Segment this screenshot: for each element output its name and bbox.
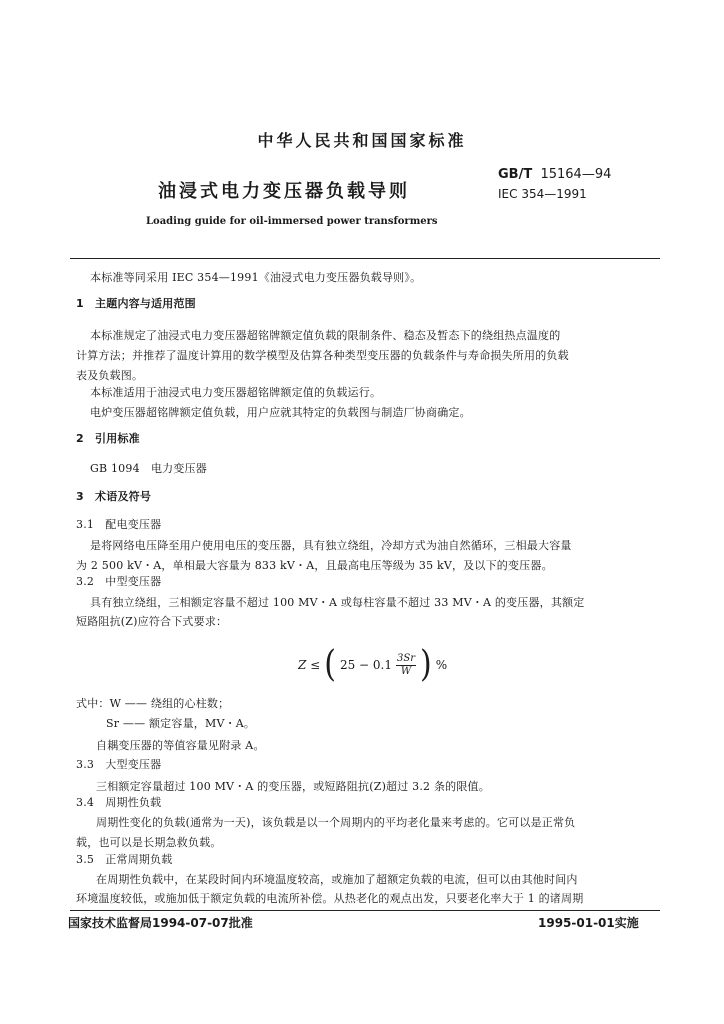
subsection-3-4-text: 周期性变化的负载(通常为一天)，该负载是以一个周期内的平均老化量来考虑的。它可以是正常负 <box>96 816 576 829</box>
section-1-paragraph-line: 表及负载图。 <box>76 369 144 382</box>
subsection-3-3-heading: 3.3 大型变压器 <box>76 758 162 771</box>
formula-denominator: W <box>400 665 412 677</box>
subsection-3-5-heading: 3.5 正常周期负载 <box>76 853 173 866</box>
header-divider <box>70 258 660 259</box>
subsection-3-2-heading: 3.2 中型变压器 <box>76 575 162 588</box>
subsection-3-5-text: 在周期性负载中，在某段时间内环境温度较高，或施加了超额定负载的电流，但可以由其他时间内 <box>96 873 578 886</box>
standard-code-number: 15164—94 <box>540 167 612 182</box>
national-standard-heading: 中华人民共和国国家标准 <box>257 131 467 150</box>
section-1-paragraph-line: 本标准规定了油浸式电力变压器超铭牌额定值负载的限制条件、稳态及暂态下的绕组热点温度的 <box>90 329 561 342</box>
subsection-3-1-heading: 3.1 配电变压器 <box>76 518 162 531</box>
subsection-3-1-text: 为 2 500 kV・A，单相最大容量为 833 kV・A，且最高电压等级为 35 kV，及以下的变压器。 <box>76 559 553 572</box>
standard-code <box>498 167 611 182</box>
document-title-zh: 油浸式电力变压器负载导则 <box>158 181 410 202</box>
subsection-3-4-text: 载，也可以是长期急救负载。 <box>76 836 222 849</box>
where-line: 自耦变压器的等值容量见附录 A。 <box>96 739 265 752</box>
approval-date: 国家技术监督局1994-07-07批准 <box>68 916 253 930</box>
where-line: Sr —— 额定容量，MV・A。 <box>106 717 256 730</box>
subsection-3-5-text: 环境温度较低，或施加低于额定负载的电流所补偿。从热老化的观点出发，只要老化率大于 1 的诸周期 <box>76 892 584 905</box>
intro-text: 本标准等同采用 IEC 354—1991《油浸式电力变压器负载导则》。 <box>90 271 422 284</box>
section-3-heading: 3 术语及符号 <box>76 490 152 503</box>
section-2-heading: 2 引用标准 <box>76 432 140 445</box>
formula-unit: % <box>435 658 448 672</box>
section-1-scope-text: 本标准适用于油浸式电力变压器超铭牌额定值的负载运行。 <box>90 386 382 399</box>
formula-left-paren: ( <box>324 643 336 686</box>
reference-item: GB 1094 电力变压器 <box>90 462 207 475</box>
standard-code-prefix: GB/T <box>498 167 533 182</box>
subsection-3-2-text: 具有独立绕组，三相额定容量不超过 100 MV・A 或每柱容量不超过 33 MV・A 的变压器，其额定 <box>90 596 585 609</box>
subsection-3-4-heading: 3.4 周期性负载 <box>76 796 162 809</box>
footer-divider <box>70 910 660 911</box>
implementation-date: 1995-01-01实施 <box>538 916 639 930</box>
document-title-en: Loading guide for oil-immersed power transformers <box>146 216 438 227</box>
iec-code: IEC 354—1991 <box>498 187 587 201</box>
formula-numerator: 3Sr <box>396 652 415 664</box>
section-1-note-text: 电炉变压器超铭牌额定值负载，用户应就其特定的负载图与制造厂协商确定。 <box>90 406 471 419</box>
subsection-3-3-text: 三相额定容量超过 100 MV・A 的变压器，或短路阻抗(Z)超过 3.2 条的限值。 <box>96 780 490 793</box>
subsection-3-1-text: 是将网络电压降至用户使用电压的变压器，具有独立绕组，冷却方式为油自然循环，三相最大容量 <box>90 539 572 552</box>
subsection-3-2-text: 短路阻抗(Z)应符合下式要求： <box>76 615 228 628</box>
formula-fraction <box>396 653 416 678</box>
section-1-heading: 1 主题内容与适用范围 <box>76 297 196 310</box>
impedance-formula <box>298 643 448 686</box>
formula-lhs: Z ≤ <box>298 658 321 672</box>
section-1-paragraph-line: 计算方法；并推荐了温度计算用的数学模型及估算各种类型变压器的负载条件与寿命损失所用的负载 <box>76 349 569 362</box>
where-line: 式中：W —— 绕组的心柱数； <box>76 697 230 710</box>
formula-inner: 25 − 0.1 <box>339 658 392 672</box>
formula-right-paren: ) <box>419 643 432 686</box>
